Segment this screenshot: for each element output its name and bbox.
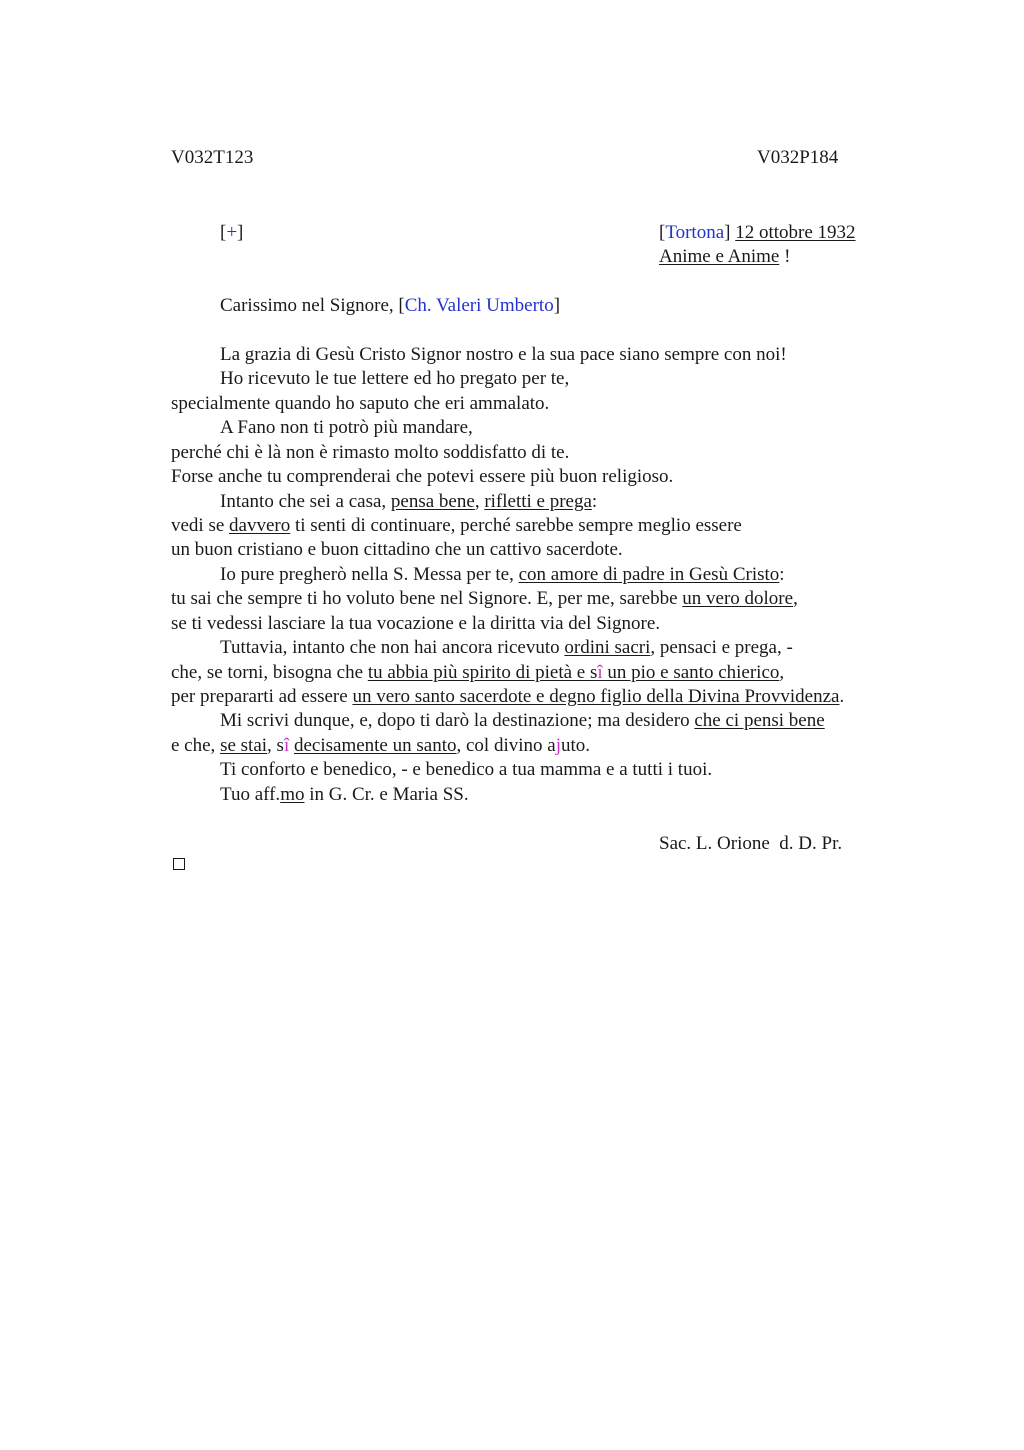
place: Tortona bbox=[665, 222, 725, 243]
text-run: che, se torni, bisogna che bbox=[171, 662, 368, 683]
text-run: Tuttavia, intanto che non hai ancora ricevuto bbox=[220, 637, 565, 658]
underlined-run bbox=[368, 662, 780, 683]
doc-code-right: V032P184 bbox=[757, 147, 839, 168]
recipient: Ch. Valeri Umberto bbox=[404, 295, 554, 316]
text-run: : bbox=[779, 564, 785, 585]
body-line: La grazia di Gesù Cristo Signor nostro e la sua pace siano sempre con noi! bbox=[220, 344, 787, 365]
body-line bbox=[171, 514, 742, 538]
underlined-run: ordini sacri bbox=[564, 637, 651, 658]
motto bbox=[659, 245, 790, 269]
body-line bbox=[171, 685, 844, 709]
end-square-icon bbox=[173, 858, 185, 870]
text-run: : bbox=[591, 491, 598, 512]
salutation-text: Carissimo nel Signore, bbox=[220, 295, 399, 316]
text-run: Tuo aff. bbox=[220, 784, 281, 805]
body-line: A Fano non ti potrò più mandare, bbox=[220, 417, 473, 438]
body-line: Ti conforto e benedico, - e benedico a tua mamma e a tutti i tuoi. bbox=[220, 759, 713, 780]
body-line: Forse anche tu comprenderai che potevi essere più buon religioso. bbox=[171, 466, 674, 487]
text-run: , s bbox=[267, 735, 284, 756]
body-line: se ti vedessi lasciare la tua vocazione e la diritta via del Signore. bbox=[171, 613, 661, 634]
text-run: per prepararti ad essere bbox=[171, 686, 353, 707]
body-line bbox=[171, 661, 784, 685]
text-run: un pio e santo chierico bbox=[602, 662, 780, 683]
body-line: Ho ricevuto le tue lettere ed ho pregato per te, bbox=[220, 368, 570, 389]
body-line bbox=[220, 709, 825, 733]
text-run: tu sai che sempre ti ho voluto bene nel Signore. E, per me, sarebbe bbox=[171, 588, 683, 609]
cross-symbol: + bbox=[226, 222, 238, 243]
salutation: Carissimo nel Signore, [Ch. Valeri Umberto] bbox=[220, 295, 561, 316]
text-run: , pensaci e prega, - bbox=[650, 637, 793, 658]
underlined-run: davvero bbox=[229, 515, 291, 536]
underlined-run: un vero dolore bbox=[682, 588, 794, 609]
body-line: perché chi è là non è rimasto molto soddisfatto di te. bbox=[171, 442, 570, 463]
date: 12 ottobre 1932 bbox=[735, 222, 856, 243]
text-run: uto. bbox=[560, 735, 590, 756]
text-run: , bbox=[779, 662, 785, 683]
underlined-run: che ci pensi bene bbox=[694, 710, 825, 731]
body-line bbox=[220, 563, 785, 587]
motto-text: Anime e Anime bbox=[659, 246, 780, 267]
dateline: [Tortona] 12 ottobre 1932 bbox=[659, 222, 856, 243]
text-run: Intanto che sei a casa, bbox=[220, 491, 391, 512]
underlined-run: rifletti e prega bbox=[484, 491, 592, 512]
correction-mark: j bbox=[555, 735, 561, 756]
body-line: specialmente quando ho saputo che eri ammalato. bbox=[171, 393, 550, 414]
body-line bbox=[171, 587, 798, 611]
underlined-run: un vero santo sacerdote e degno figlio della Divina Provvidenza bbox=[352, 686, 840, 707]
underlined-run: con amore di padre in Gesù Cristo bbox=[518, 564, 780, 585]
text-run: , bbox=[793, 588, 798, 609]
text-run: Mi scrivi dunque, e, dopo ti darò la destinazione; ma desidero bbox=[220, 710, 695, 731]
text-run: . bbox=[839, 686, 845, 707]
body-line bbox=[220, 490, 597, 514]
motto-end: ! bbox=[779, 246, 791, 267]
underlined-run: se stai bbox=[220, 735, 268, 756]
text-run: Io pure pregherò nella S. Messa per te, bbox=[220, 564, 519, 585]
underlined-run: mo bbox=[280, 784, 305, 805]
signature: Sac. L. Orione d. D. Pr. bbox=[659, 833, 843, 854]
body-line bbox=[220, 636, 793, 660]
text-run: , col divino a bbox=[456, 735, 556, 756]
body-line bbox=[171, 734, 590, 758]
text-run: tu abbia più spirito di pietà e s bbox=[367, 662, 598, 683]
text-run: vedi se bbox=[171, 515, 230, 536]
underlined-run: pensa bene bbox=[390, 491, 475, 512]
text-run: in G. Cr. e Maria SS. bbox=[304, 784, 469, 805]
correction-mark: î bbox=[283, 735, 290, 756]
cross-mark: [+] bbox=[220, 222, 244, 243]
body-line: un buon cristiano e buon cittadino che un cattivo sacerdote. bbox=[171, 539, 623, 560]
text-run: , bbox=[474, 491, 485, 512]
doc-code-left: V032T123 bbox=[171, 147, 254, 168]
correction-mark: î bbox=[597, 662, 603, 683]
underlined-run: decisamente un santo bbox=[293, 735, 457, 756]
text-run: e che, bbox=[171, 735, 221, 756]
closing-line bbox=[220, 783, 469, 807]
text-run: ti senti di continuare, perché sarebbe sempre meglio essere bbox=[290, 515, 742, 536]
